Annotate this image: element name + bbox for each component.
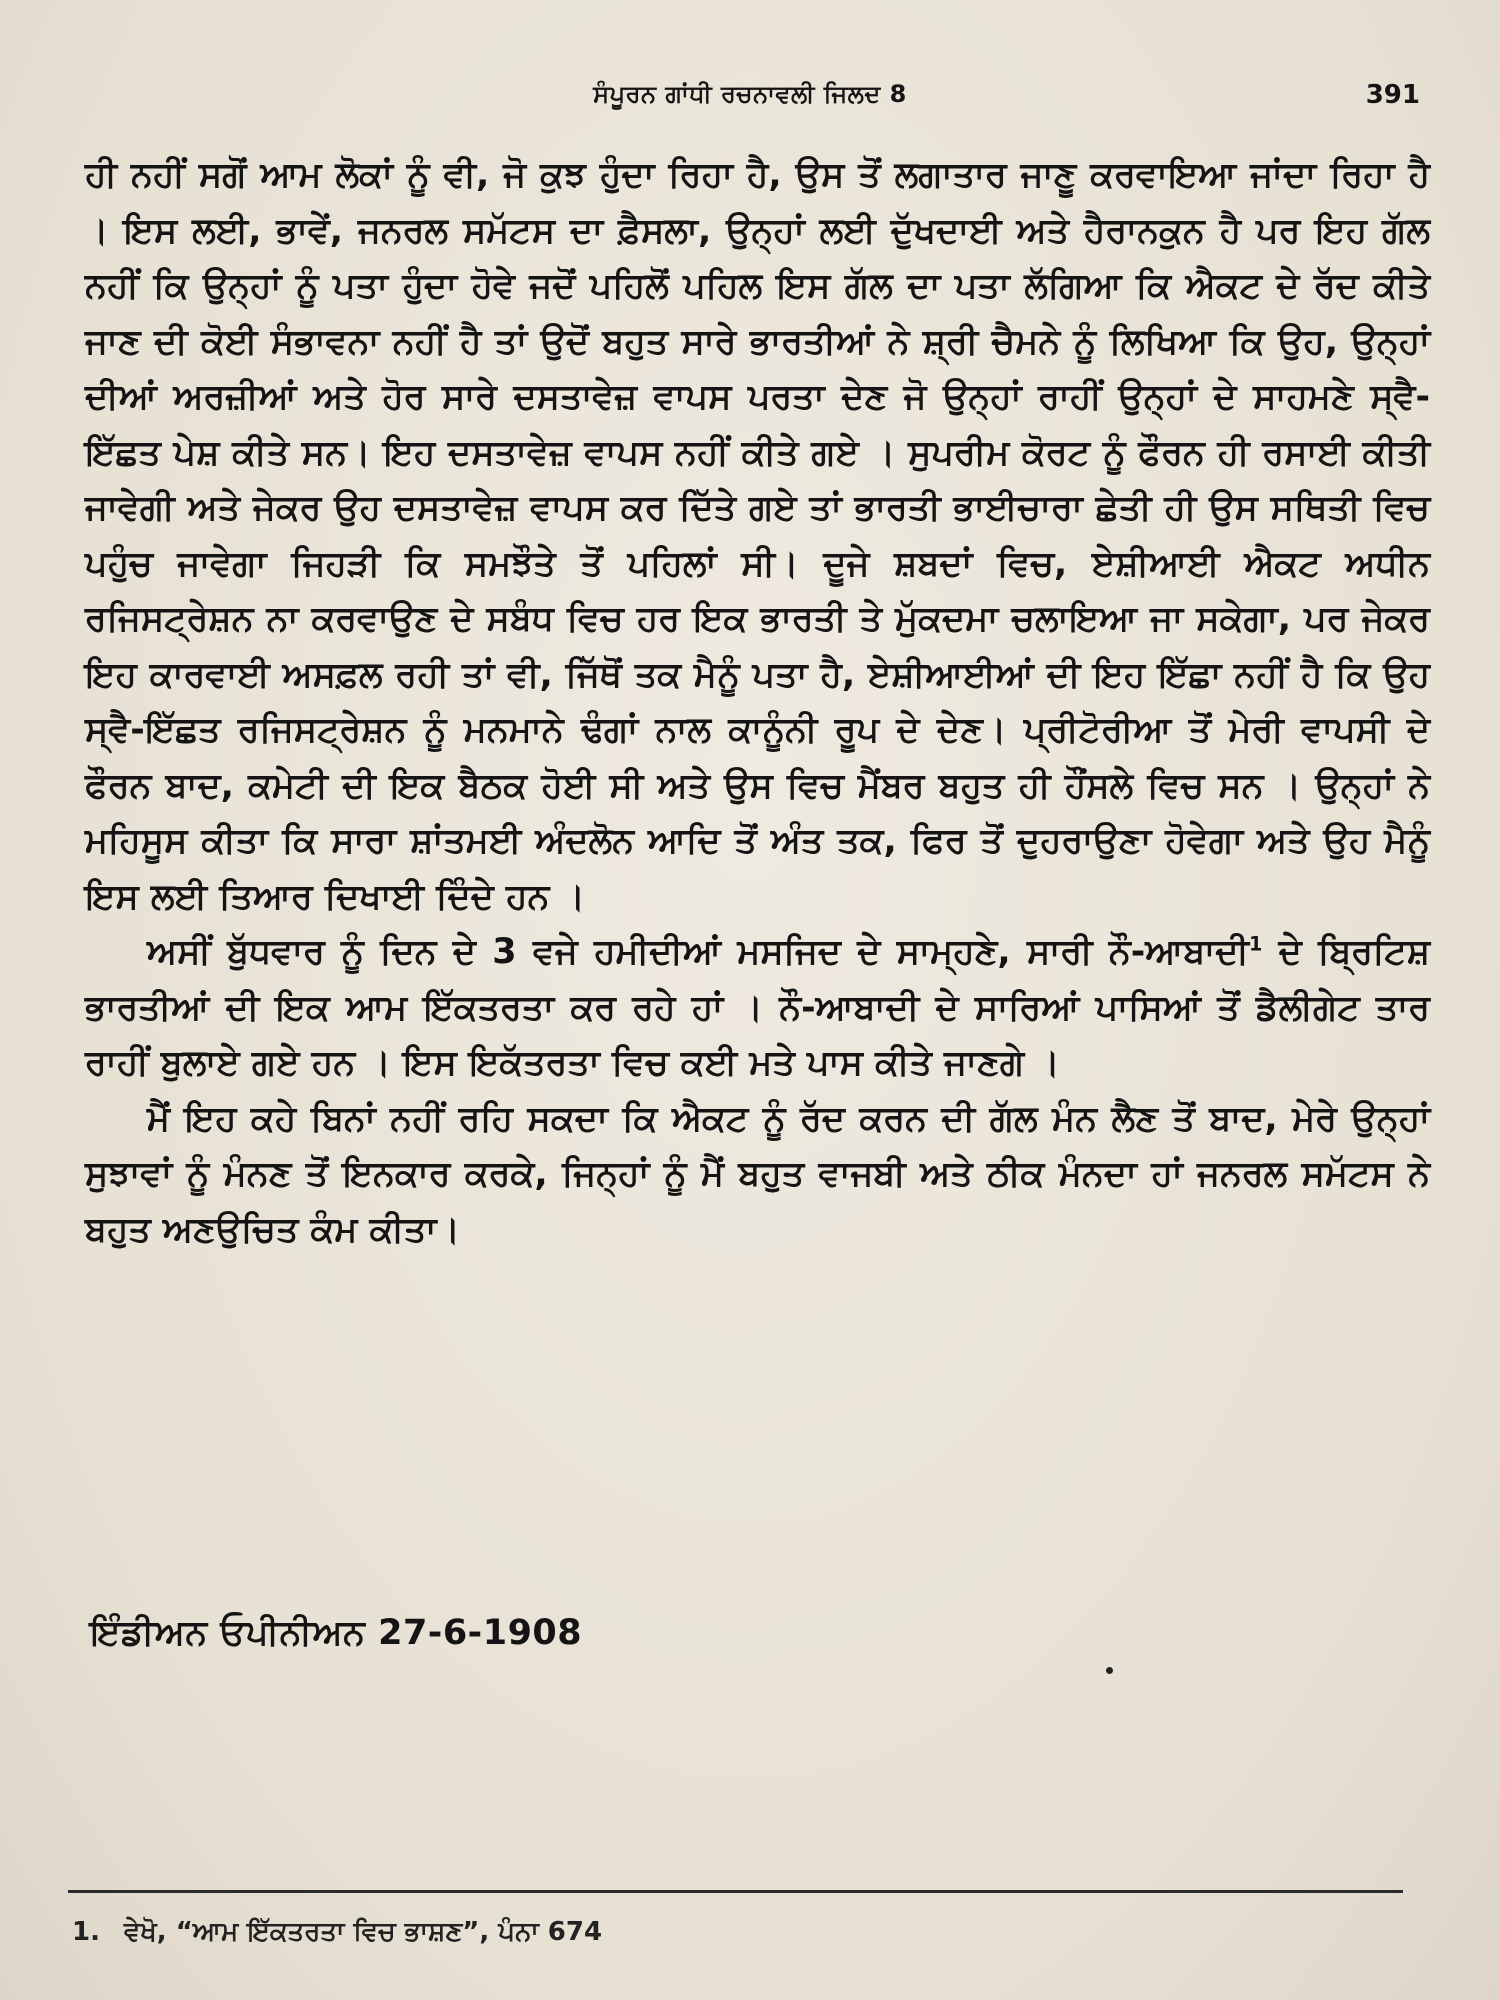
paragraph-1: ਹੀ ਨਹੀਂ ਸਗੋਂ ਆਮ ਲੋਕਾਂ ਨੂੰ ਵੀ, ਜੋ ਕੁਝ ਹੁੰਦਾ ਰਿਹਾ ਹੈ, ਉਸ ਤੋਂ ਲਗਾਤਾਰ ਜਾਣੂ ਕਰਵਾਇਆ ਜਾਂਦਾ ਰਿਹਾ ਹੈ । ਇਸ ਲਈ, ਭਾਵੇਂ, ਜਨਰਲ ਸਮੱਟਸ ਦਾ ਫ਼ੈਸਲਾ, ਉਨ੍ਹਾਂ ਲਈ ਦੁੱਖਦਾਈ ਅਤੇ ਹੈਰਾਨਕੁਨ ਹੈ ਪਰ ਇਹ ਗੱਲ ਨਹੀਂ ਕਿ ਉਨ੍ਹਾਂ ਨੂੰ ਪਤਾ ਹੁੰਦਾ ਹੋਵੇ ਜਦੋਂ ਪਹਿਲੋਂ ਪਹਿਲ ਇਸ ਗੱਲ ਦਾ ਪਤਾ ਲੱਗਿਆ ਕਿ ਐਕਟ ਦੇ ਰੱਦ ਕੀਤੇ ਜਾਣ ਦੀ ਕੋਈ ਸੰਭਾਵਨਾ ਨਹੀਂ ਹੈ ਤਾਂ ਉਦੋਂ ਬਹੁਤ ਸਾਰੇ ਭਾਰਤੀਆਂ ਨੇ ਸ਼੍ਰੀ ਚੈਮਨੇ ਨੂੰ ਲਿਖਿਆ ਕਿ ਉਹ, ਉਨ੍ਹਾਂ ਦੀਆਂ ਅਰਜ਼ੀਆਂ ਅਤੇ ਹੋਰ ਸਾਰੇ ਦਸਤਾਵੇਜ਼ ਵਾਪਸ ਪਰਤਾ ਦੇਣ ਜੋ ਉਨ੍ਹਾਂ ਰਾਹੀਂ ਉਨ੍ਹਾਂ ਦੇ ਸਾਹਮਣੇ ਸ੍ਵੈ-ਇੱਛਤ ਪੇਸ਼ ਕੀਤੇ ਸਨ। ਇਹ ਦਸਤਾਵੇਜ਼ ਵਾਪਸ ਨਹੀਂ ਕੀਤੇ ਗਏ । ਸੁਪਰੀਮ ਕੋਰਟ ਨੂੰ ਫੌਰਨ ਹੀ ਰਸਾਈ ਕੀਤੀ ਜਾਵੇਗੀ ਅਤੇ ਜੇਕਰ ਉਹ ਦਸਤਾਵੇਜ਼ ਵਾਪਸ ਕਰ ਦਿੱਤੇ ਗਏ ਤਾਂ ਭਾਰਤੀ ਭਾਈਚਾਰਾ ਛੇਤੀ ਹੀ ਉਸ ਸਥਿਤੀ ਵਿਚ ਪਹੁੰਚ ਜਾਵੇਗਾ ਜਿਹੜੀ ਕਿ ਸਮਝੌਤੇ ਤੋਂ ਪਹਿਲਾਂ ਸੀ। ਦੂਜੇ ਸ਼ਬਦਾਂ ਵਿਚ, ਏਸ਼ੀਆਈ ਐਕਟ ਅਧੀਨ ਰਜਿਸਟ੍ਰੇਸ਼ਨ ਨਾ ਕਰਵਾਉਣ ਦੇ ਸਬੰਧ ਵਿਚ ਹਰ ਇਕ ਭਾਰਤੀ ਤੇ ਮੁੱਕਦਮਾ ਚਲਾਇਆ ਜਾ ਸਕੇਗਾ, ਪਰ ਜੇਕਰ ਇਹ ਕਾਰਵਾਈ ਅਸਫ਼ਲ ਰਹੀ ਤਾਂ ਵੀ, ਜਿੱਥੋਂ ਤਕ ਮੈਨੂੰ ਪਤਾ ਹੈ, ਏਸ਼ੀਆਈਆਂ ਦੀ ਇਹ ਇੱਛਾ ਨਹੀਂ ਹੈ ਕਿ ਉਹ ਸ੍ਵੈ-ਇੱਛਤ ਰਜਿਸਟ੍ਰੇਸ਼ਨ ਨੂੰ ਮਨਮਾਨੇ ਢੰਗਾਂ ਨਾਲ ਕਾਨੂੰਨੀ ਰੂਪ ਦੇ ਦੇਣ। ਪ੍ਰੀਟੋਰੀਆ ਤੋਂ ਮੇਰੀ ਵਾਪਸੀ ਦੇ ਫੌਰਨ ਬਾਦ, ਕਮੇਟੀ ਦੀ ਇਕ ਬੈਠਕ ਹੋਈ ਸੀ ਅਤੇ ਉਸ ਵਿਚ ਮੈਂਬਰ ਬਹੁਤ ਹੀ ਹੌਂਸਲੇ ਵਿਚ ਸਨ । ਉਨ੍ਹਾਂ ਨੇ ਮਹਿਸੂਸ ਕੀਤਾ ਕਿ ਸਾਰਾ ਸ਼ਾਂਤਮਈ ਅੰਦਲੋਨ ਆਦਿ ਤੋਂ ਅੰਤ ਤਕ, ਫਿਰ ਤੋਂ ਦੁਹਰਾਉਣਾ ਹੋਵੇਗਾ ਅਤੇ ਉਹ ਮੈਨੂੰ ਇਸ ਲਈ ਤਿਆਰ ਦਿਖਾਈ ਦਿੰਦੇ ਹਨ ।: [85, 155, 1430, 917]
page-number: 391: [1365, 80, 1420, 110]
ink-dot: [1106, 1667, 1113, 1674]
running-title: ਸੰਪੂਰਨ ਗਾਂਧੀ ਰਚਨਾਵਲੀ ਜਿਲਦ 8: [593, 80, 907, 108]
paragraph-2: [85, 925, 1430, 1092]
footnote: [72, 1917, 602, 1948]
page-header: [80, 80, 1420, 120]
footnote-number: 1.: [72, 1917, 100, 1947]
footnote-text: ਵੇਖੋ, “ਆਮ ਇੱਕਤਰਤਾ ਵਿਚ ਭਾਸ਼ਣ”, ਪੰਨਾ 674: [124, 1917, 603, 1947]
paragraph-2-text-b: ਦੇ ਬ੍ਰਿਟਿਸ਼ ਭਾਰਤੀਆਂ ਦੀ ਇਕ ਆਮ ਇੱਕਤਰਤਾ ਕਰ ਰਹੇ ਹਾਂ । ਨੌ-ਆਬਾਦੀ ਦੇ ਸਾਰਿਆਂ ਪਾਸਿਆਂ ਤੋਂ ਡੈਲੀਗੇਟ ਤਾਰ ਰਾਹੀਂ ਬੁਲਾਏ ਗਏ ਹਨ । ਇਸ ਇਕੱਤਰਤਾ ਵਿਚ ਕਈ ਮਤੇ ਪਾਸ ਕੀਤੇ ਜਾਣਗੇ ।: [85, 932, 1430, 1083]
footnote-marker: 1: [1248, 932, 1263, 956]
paragraph-3: ਮੈਂ ਇਹ ਕਹੇ ਬਿਨਾਂ ਨਹੀਂ ਰਹਿ ਸਕਦਾ ਕਿ ਐਕਟ ਨੂੰ ਰੱਦ ਕਰਨ ਦੀ ਗੱਲ ਮੰਨ ਲੈਣ ਤੋਂ ਬਾਦ, ਮੇਰੇ ਉਨ੍ਹਾਂ ਸੁਝਾਵਾਂ ਨੂੰ ਮੰਨਣ ਤੋਂ ਇਨਕਾਰ ਕਰਕੇ, ਜਿਨ੍ਹਾਂ ਨੂੰ ਮੈਂ ਬਹੁਤ ਵਾਜਬੀ ਅਤੇ ਠੀਕ ਮੰਨਦਾ ਹਾਂ ਜਨਰਲ ਸਮੱਟਸ ਨੇ ਬਹੁਤ ਅਣਉਚਿਤ ਕੰਮ ਕੀਤਾ।: [85, 1098, 1430, 1250]
body-text: [85, 148, 1430, 1258]
footnote-divider: [68, 1890, 1403, 1893]
source-signature: ਇੰਡੀਅਨ ਓਪੀਨੀਅਨ 27-6-1908: [90, 1613, 583, 1653]
paragraph-2-text-a: ਅਸੀਂ ਬੁੱਧਵਾਰ ਨੂੰ ਦਿਨ ਦੇ 3 ਵਜੇ ਹਮੀਦੀਆਂ ਮਸਜਿਦ ਦੇ ਸਾਮ੍ਹਣੇ, ਸਾਰੀ ਨੌ-ਆਬਾਦੀ: [147, 932, 1249, 972]
